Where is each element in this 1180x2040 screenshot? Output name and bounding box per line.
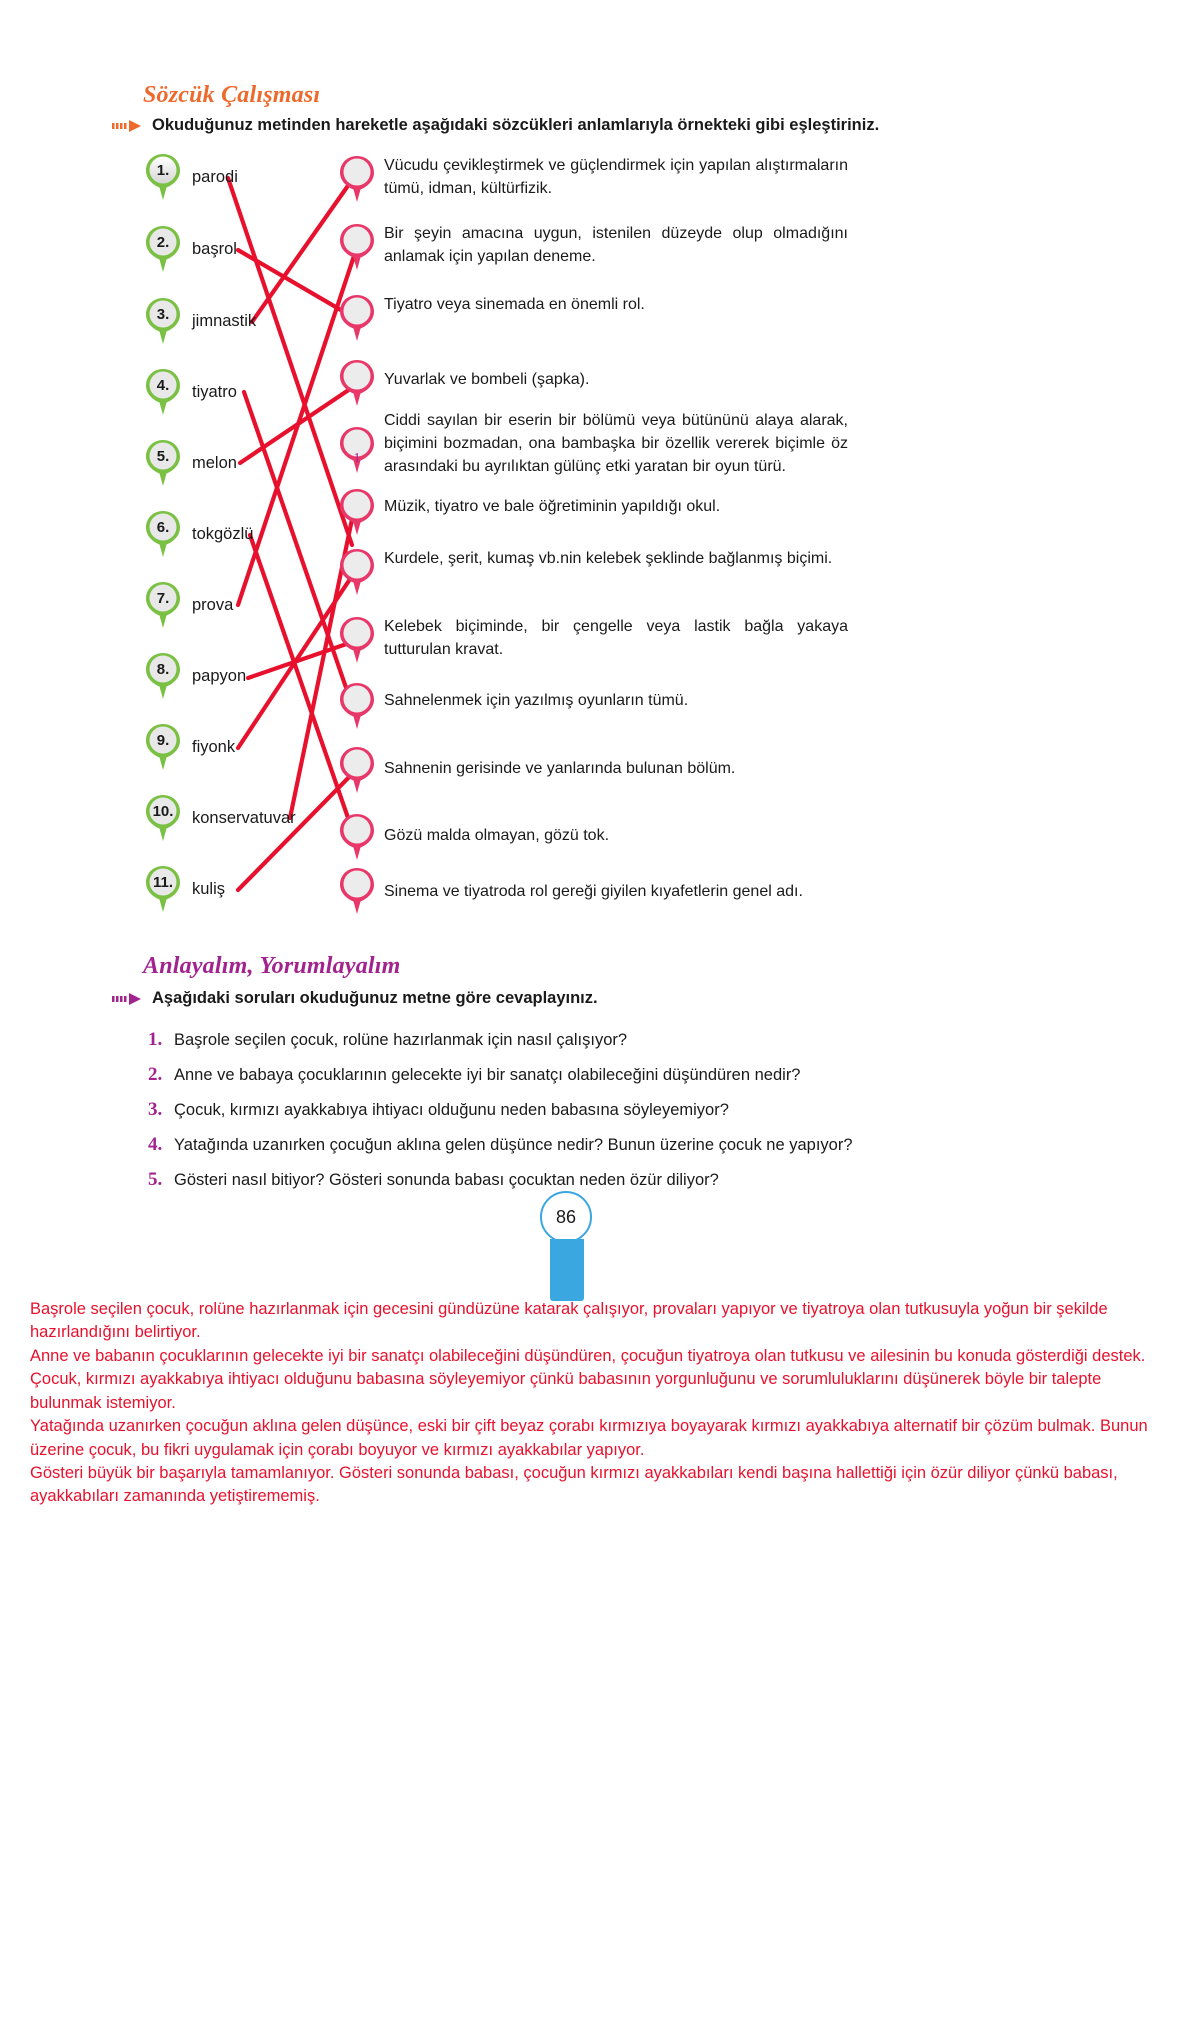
pink-pin-icon (338, 681, 376, 731)
question-number: 4. (148, 1134, 163, 1155)
word-row[interactable] (144, 651, 246, 701)
question-number: 1. (148, 1029, 163, 1050)
definition-row[interactable] (338, 154, 848, 204)
green-pin-icon (144, 152, 182, 202)
definition-text: Müzik, tiyatro ve bale öğretiminin yapıldığı okul. (384, 498, 721, 515)
definition-row-example[interactable] (338, 409, 848, 479)
word-number: 8. (156, 660, 170, 678)
word-row[interactable] (144, 722, 235, 772)
question-item (148, 1169, 719, 1191)
comprehension-section-title: Anlayalım, Yorumlayalım (143, 953, 401, 979)
definition-marker (338, 154, 376, 190)
question-item (148, 1029, 627, 1051)
definition-row[interactable] (338, 681, 848, 731)
word-row[interactable] (144, 864, 225, 914)
pink-pin-icon (338, 745, 376, 795)
pink-pin-icon (338, 547, 376, 597)
green-pin-icon (144, 224, 182, 274)
green-pin-icon (144, 296, 182, 346)
question-text: Başrole seçilen çocuk, rolüne hazırlanmak için nasıl çalışıyor? (174, 1031, 628, 1049)
question-text: Gösteri nasıl bitiyor? Gösteri sonunda babası çocuktan neden özür diliyor? (174, 1171, 719, 1189)
word-label: tiyatro (192, 382, 237, 401)
word-row[interactable] (144, 152, 238, 202)
arrow-bullet-icon (112, 992, 142, 1006)
word-number: 11. (152, 873, 174, 891)
comprehension-directive-text: Aşağıdaki soruları okuduğunuz metne göre cevaplayınız. (152, 989, 598, 1007)
word-row[interactable] (144, 580, 233, 630)
definition-row[interactable] (338, 293, 848, 343)
question-text: Anne ve babaya çocuklarının gelecekte iyi bir sanatçı olabileceğini düşündüren nedir? (174, 1066, 801, 1084)
definition-row[interactable] (338, 358, 848, 408)
definition-marker: 1 (353, 451, 361, 466)
vocabulary-directive-text: Okuduğunuz metinden hareketle aşağıdaki sözcükleri anlamlarıyla örnekteki gibi eşleştiriniz. (152, 116, 880, 134)
word-label: papyon (192, 666, 247, 685)
answer-paragraph: Başrole seçilen çocuk, rolüne hazırlanmak için gecesini gündüzüne katarak çalışıyor, provaları yapıyor ve tiyatroya olan tutkusuyla yoğun bir şekilde hazırlandığını belirtiyor. (30, 1300, 1108, 1342)
definition-text: Kurdele, şerit, kumaş vb.nin kelebek şeklinde bağlanmış biçimi. (384, 550, 833, 567)
question-item (148, 1099, 729, 1121)
definition-text: Gözü malda olmayan, gözü tok. (384, 827, 610, 844)
word-label: tokgözlü (192, 524, 254, 543)
question-number: 5. (148, 1169, 163, 1190)
word-number: 2. (156, 233, 170, 251)
question-item (148, 1064, 800, 1086)
definition-text: Kelebek biçiminde, bir çengelle veya lastik bağla yakaya tutturulan kravat. (384, 618, 848, 659)
answer-key (30, 1298, 1150, 1509)
definition-text: Tiyatro veya sinemada en önemli rol. (384, 296, 645, 313)
pink-pin-icon (338, 222, 376, 272)
word-row[interactable] (144, 224, 237, 274)
green-pin-icon (144, 580, 182, 630)
definition-row[interactable] (338, 745, 848, 795)
definition-row[interactable] (338, 615, 848, 665)
definition-marker (338, 615, 376, 651)
word-number: 9. (156, 731, 170, 749)
question-text: Çocuk, kırmızı ayakkabıya ihtiyacı olduğunu neden babasına söyleyemiyor? (174, 1101, 729, 1119)
definition-text: Sahnenin gerisinde ve yanlarında bulunan bölüm. (384, 760, 736, 777)
pink-pin-icon (338, 293, 376, 343)
word-number: 10. (152, 802, 174, 820)
word-number: 5. (156, 447, 170, 465)
definition-text: Sahnelenmek için yazılmış oyunların tümü. (384, 692, 689, 709)
page-tab-stem (550, 1239, 584, 1301)
word-label: başrol (192, 239, 237, 258)
pink-pin-icon (338, 866, 376, 916)
word-row[interactable] (144, 296, 256, 346)
question-number: 2. (148, 1064, 163, 1085)
word-number: 4. (156, 376, 170, 394)
answer-paragraph: Gösteri büyük bir başarıyla tamamlanıyor. Gösteri sonunda babası, çocuğun kırmızı ayakkabıları kendi başına hallettiği için özür diliyor çünkü babası, ayakkabıları zamanında yetiştirememiş. (30, 1463, 1118, 1506)
vocabulary-section-title: Sözcük Çalışması (143, 82, 321, 108)
pink-pin-icon (338, 487, 376, 537)
green-pin-icon (144, 864, 182, 914)
question-item (148, 1134, 853, 1156)
word-row[interactable] (144, 438, 237, 488)
definition-text: Yuvarlak ve bombeli (şapka). (384, 371, 590, 388)
answer-paragraph: Çocuk, kırmızı ayakkabıya ihtiyacı olduğunu babasına söyleyemiyor çünkü babasının yorgunluğunu ve sorumluluklarını düşünerek böyle bir talepte bulunmak istemiyor. (30, 1370, 1102, 1412)
definition-marker (338, 681, 376, 717)
definition-row[interactable] (338, 547, 848, 597)
word-number: 1. (156, 161, 170, 179)
definition-text: Vücudu çevikleştirmek ve güçlendirmek için yapılan alıştırmaların tümü, idman, kültürfizik. (384, 157, 848, 198)
pink-pin-icon (338, 154, 376, 204)
definition-text: Ciddi sayılan bir eserin bir bölümü veya bütününü alaya alarak, biçimini bozmadan, ona bambaşka bir özellik vererek biçimle öz arasındaki bu ayrılıktan gülünç etki yaratan bir oyun türü. (384, 412, 848, 476)
word-label: melon (192, 453, 237, 472)
green-pin-icon (144, 367, 182, 417)
definition-text: Sinema ve tiyatroda rol gereği giyilen kıyafetlerin genel adı. (384, 883, 803, 900)
definition-row[interactable] (338, 866, 848, 916)
definition-row[interactable] (338, 487, 848, 537)
definition-marker (338, 293, 376, 329)
word-number: 6. (156, 518, 170, 536)
question-number: 3. (148, 1099, 163, 1120)
word-row[interactable] (144, 509, 253, 559)
definition-row[interactable] (338, 222, 848, 272)
definition-marker (338, 745, 376, 781)
definition-row[interactable] (338, 812, 848, 862)
green-pin-icon (144, 509, 182, 559)
page-number-tab (540, 1191, 594, 1301)
definition-marker (338, 358, 376, 394)
definition-marker (338, 547, 376, 583)
word-row[interactable] (144, 367, 237, 417)
word-label: fiyonk (192, 737, 236, 756)
word-label: konservatuvar (192, 808, 296, 827)
page-number: 86 (540, 1191, 592, 1243)
word-label: jimnastik (192, 311, 257, 330)
definition-text: Bir şeyin amacına uygun, istenilen düzeyde olup olmadığını anlamak için yapılan deneme. (384, 225, 848, 266)
answer-paragraph: Anne ve babanın çocuklarının gelecekte iyi bir sanatçı olabileceğini düşündüren, çocuğun tiyatroya olan tutkusu ve ailesinin bu konuda gösterdiği destek. (30, 1346, 1146, 1365)
definition-marker (338, 812, 376, 848)
word-label: parodi (192, 167, 238, 186)
pink-pin-icon (338, 812, 376, 862)
definition-marker (338, 222, 376, 258)
comprehension-directive (112, 988, 598, 1009)
question-text: Yatağında uzanırken çocuğun aklına gelen düşünce nedir? Bunun üzerine çocuk ne yapıyor? (174, 1136, 853, 1154)
word-number: 7. (156, 589, 170, 607)
word-row[interactable] (144, 793, 296, 843)
pink-pin-icon (338, 425, 376, 475)
pink-pin-icon (338, 358, 376, 408)
green-pin-icon (144, 793, 182, 843)
green-pin-icon (144, 722, 182, 772)
word-label: prova (192, 595, 234, 614)
definition-marker (338, 487, 376, 523)
word-label: kuliş (192, 879, 226, 898)
pink-pin-icon (338, 615, 376, 665)
word-number: 3. (156, 305, 170, 323)
green-pin-icon (144, 438, 182, 488)
answer-paragraph: Yatağında uzanırken çocuğun aklına gelen düşünce, eski bir çift beyaz çorabı kırmızıya boyayarak kırmızı ayakkabıya alternatif bir çözüm bulmak. Bunun üzerine çocuk, bu fikri uygulamak için çorabı boyuyor ve kırmızı ayakkabılar yapıyor. (30, 1417, 1148, 1459)
green-pin-icon (144, 651, 182, 701)
definition-marker (338, 866, 376, 902)
